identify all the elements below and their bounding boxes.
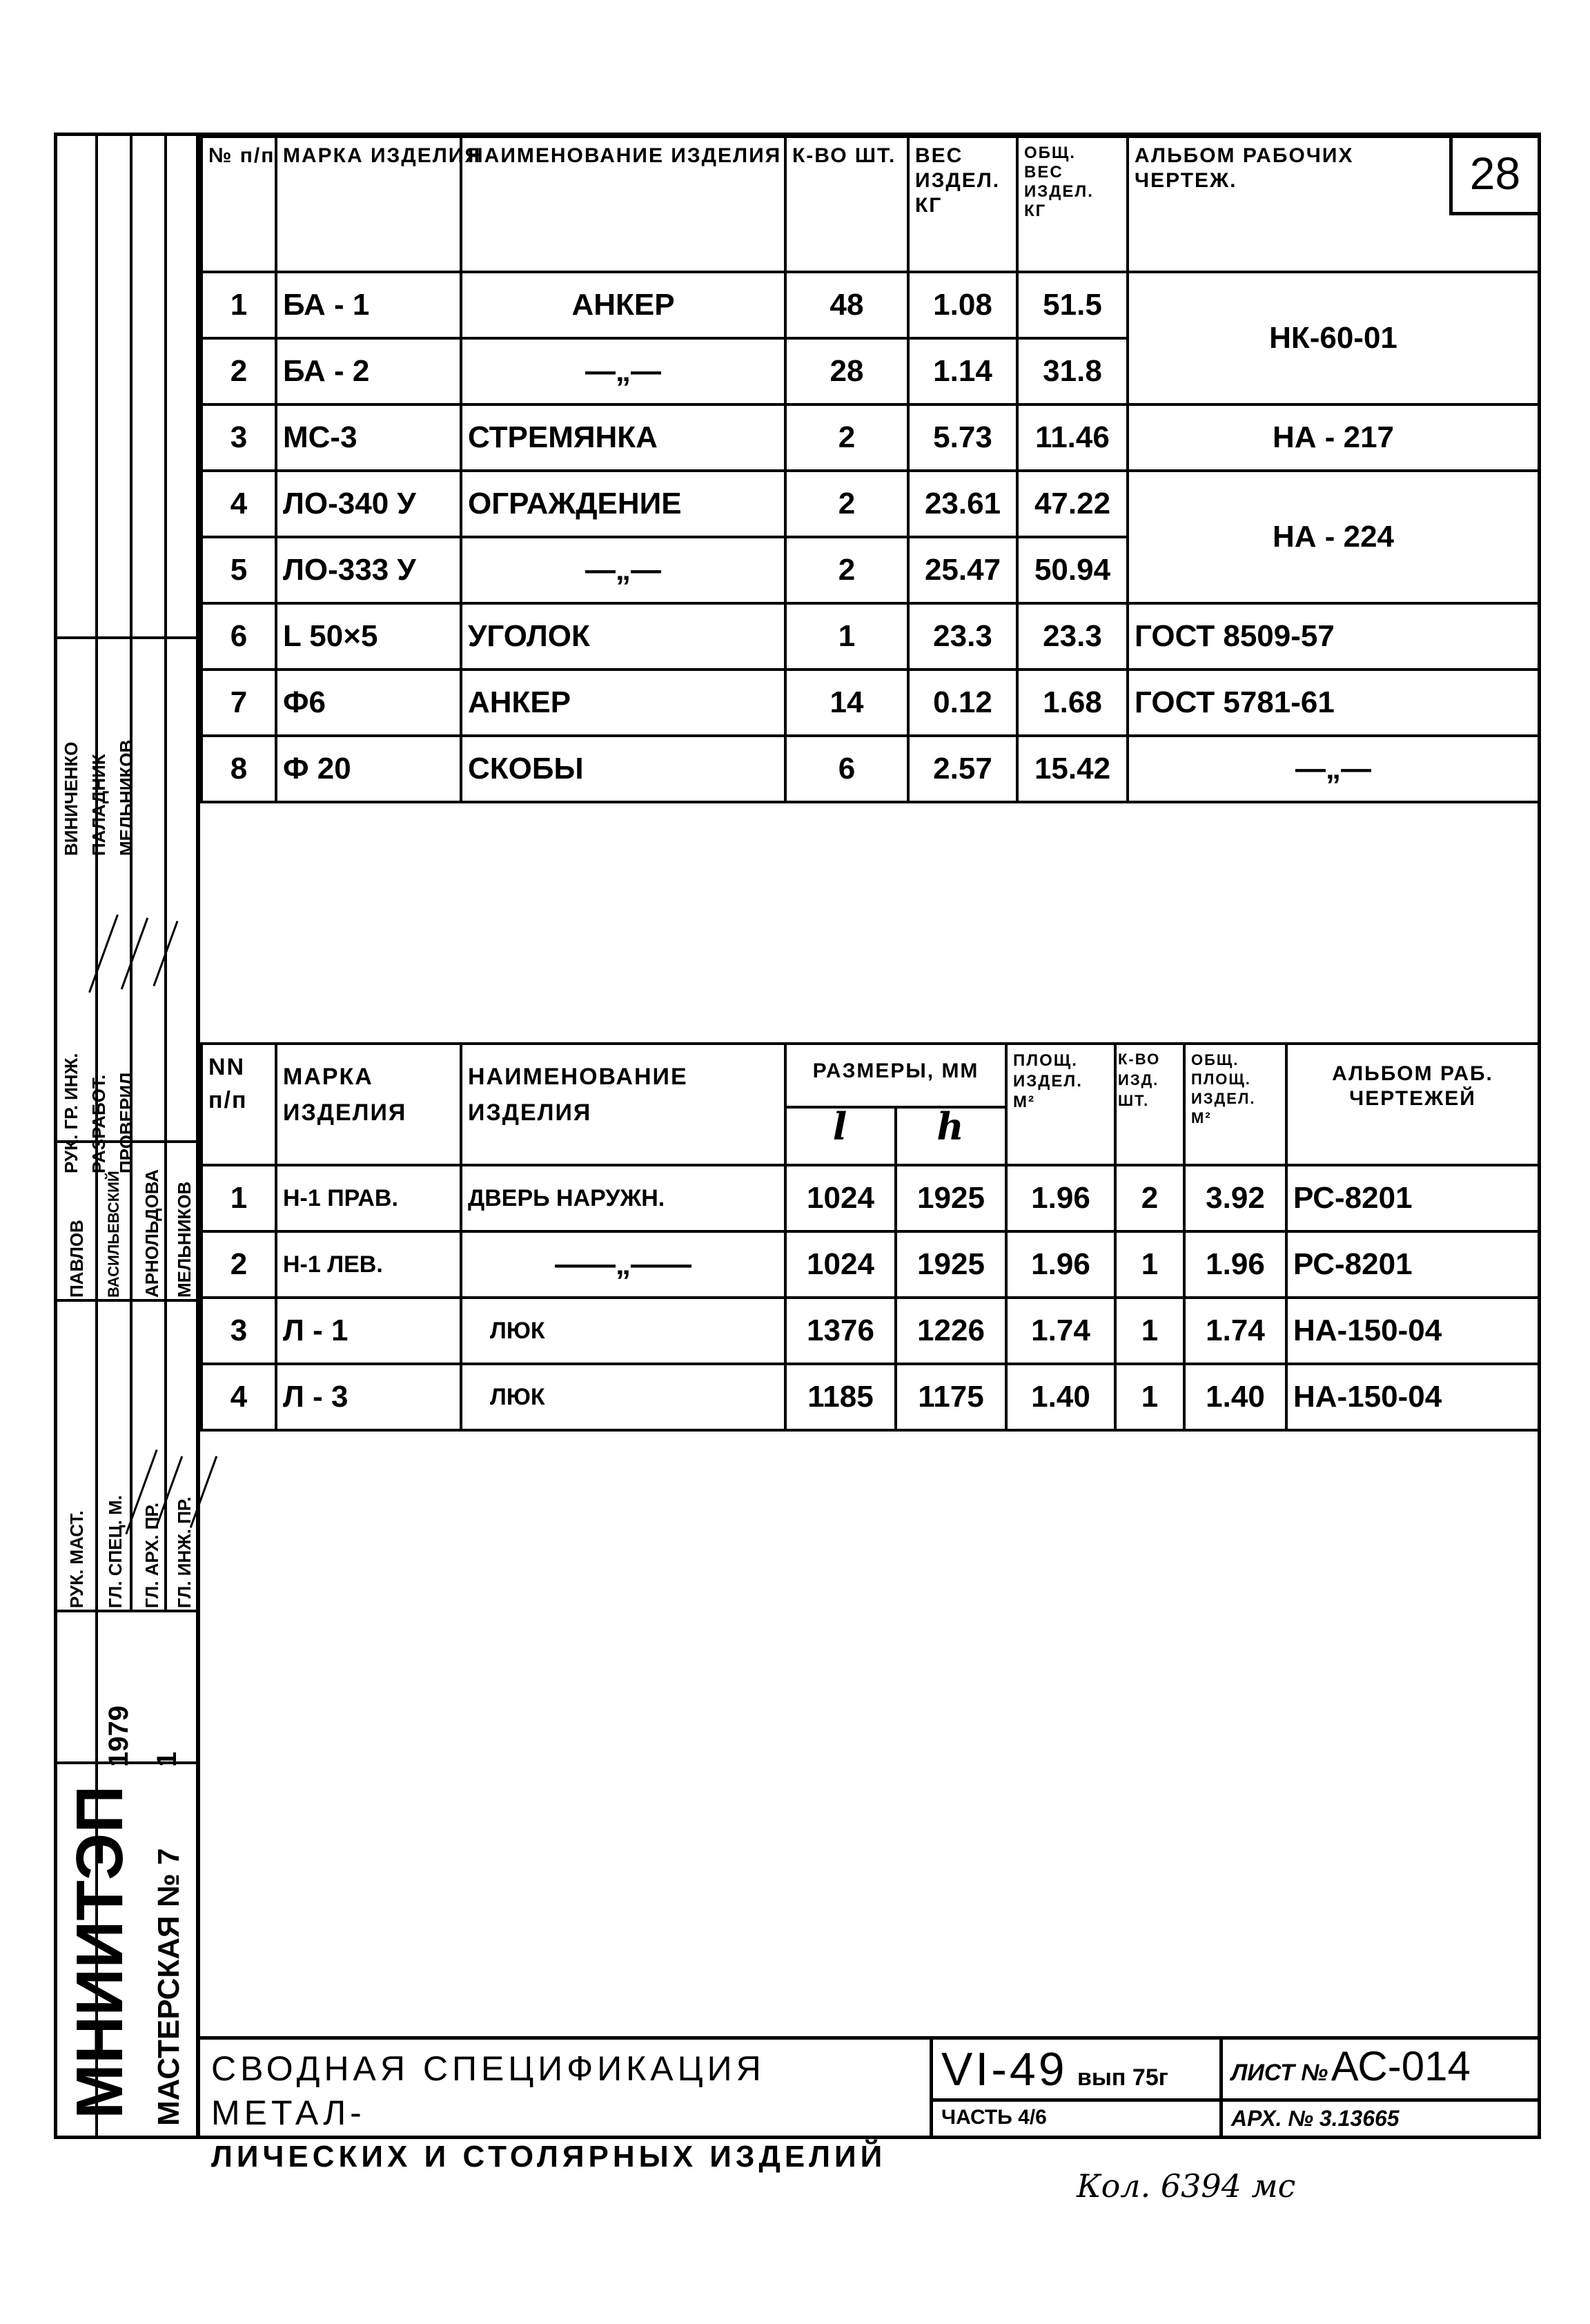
col-header-album: АЛЬБОМ РАБОЧИХ ЧЕРТЕЖ. bbox=[1128, 137, 1539, 272]
metal-items-table bbox=[200, 135, 1540, 803]
archive-number: АРХ. № 3.13665 bbox=[1231, 2106, 1400, 2131]
table-row bbox=[202, 603, 1539, 670]
table-row bbox=[202, 471, 1539, 537]
cell-qty: 1 bbox=[1115, 1231, 1184, 1298]
cell-h: 1925 bbox=[896, 1165, 1006, 1231]
cell-total-weight: 11.46 bbox=[1017, 404, 1128, 471]
cell-album: РС-8201 bbox=[1286, 1165, 1539, 1231]
stamp-name: МЕЛЬНИКОВ bbox=[174, 1181, 195, 1298]
cell-num: 1 bbox=[202, 1165, 276, 1231]
cell-h: 1925 bbox=[896, 1231, 1006, 1298]
cell-mark: Н-1 ПРАВ. bbox=[276, 1165, 461, 1231]
cell-qty: 28 bbox=[785, 338, 908, 404]
stamp-name: ПАЛАДНИК bbox=[88, 754, 109, 856]
cell-l: 1376 bbox=[785, 1298, 896, 1364]
cell-weight: 25.47 bbox=[908, 537, 1017, 603]
col-header-qty: К-ВО ШТ. bbox=[785, 137, 908, 272]
organization-name: МНИИТЭП bbox=[63, 1785, 137, 2119]
stamp-role: РУК. МАСТ. bbox=[66, 1510, 87, 1608]
table-row bbox=[202, 670, 1539, 736]
cell-mark: L 50×5 bbox=[276, 603, 461, 670]
table-header-row bbox=[202, 1044, 1539, 1107]
cell-qty: 1 bbox=[785, 603, 908, 670]
cell-album: ГОСТ 8509-57 bbox=[1128, 603, 1539, 670]
stamp-role: ГЛ. СПЕЦ. М. bbox=[105, 1495, 126, 1608]
cell-num: 2 bbox=[202, 1231, 276, 1298]
cell-weight: 1.08 bbox=[908, 272, 1017, 338]
cell-name: ЛЮК bbox=[461, 1298, 785, 1364]
cell-num: 6 bbox=[202, 603, 276, 670]
cell-weight: 23.3 bbox=[908, 603, 1017, 670]
cell-qty: 2 bbox=[785, 404, 908, 471]
cell-h: 1226 bbox=[896, 1298, 1006, 1364]
cell-weight: 2.57 bbox=[908, 736, 1017, 802]
cell-album: РС-8201 bbox=[1286, 1231, 1539, 1298]
table-row bbox=[202, 1364, 1539, 1430]
title-line-2: ЛИЧЕСКИХ И СТОЛЯРНЫХ ИЗДЕЛИЙ bbox=[211, 2140, 887, 2174]
cell-album: НК-60-01 bbox=[1128, 272, 1539, 404]
cell-name: АНКЕР bbox=[461, 670, 785, 736]
joinery-items-table bbox=[200, 1042, 1540, 1432]
cell-weight: 23.61 bbox=[908, 471, 1017, 537]
stamp-role: РАЗРАБОТ. bbox=[88, 1074, 109, 1173]
cell-h: 1175 bbox=[896, 1364, 1006, 1430]
cell-name: АНКЕР bbox=[461, 272, 785, 338]
cell-mark: ЛО-333 У bbox=[276, 537, 461, 603]
table-row bbox=[202, 1231, 1539, 1298]
col-header-qty: К-ВО ИЗД. ШТ. bbox=[1115, 1044, 1184, 1165]
cell-mark: Ф6 bbox=[276, 670, 461, 736]
cell-num: 4 bbox=[202, 471, 276, 537]
col-header-total-weight: ОБЩ. ВЕС ИЗДЕЛ. КГ bbox=[1017, 137, 1128, 272]
stamp-role: ГЛ. ИНЖ. ПР. bbox=[174, 1496, 195, 1608]
cell-name: —„— bbox=[461, 537, 785, 603]
cell-qty: 1 bbox=[1115, 1364, 1184, 1430]
workshop-name: МАСТЕРСКАЯ № 7 bbox=[152, 1848, 186, 2126]
col-header-total-area: ОБЩ. ПЛОЩ. ИЗДЕЛ. М² bbox=[1184, 1044, 1286, 1165]
cell-name: ——„—— bbox=[461, 1231, 785, 1298]
document-title bbox=[200, 2040, 933, 2174]
stamp-role: ПРОВЕРИЛ bbox=[116, 1072, 137, 1173]
series-cell bbox=[933, 2040, 1223, 2102]
cell-area: 1.40 bbox=[1006, 1364, 1115, 1430]
cell-name: СТРЕМЯНКА bbox=[461, 404, 785, 471]
cell-total-weight: 50.94 bbox=[1017, 537, 1128, 603]
cell-total-weight: 23.3 bbox=[1017, 603, 1128, 670]
cell-album: ГОСТ 5781-61 bbox=[1128, 670, 1539, 736]
stamp-name: ВАСИЛЬЕВСКИЙ bbox=[105, 1171, 122, 1298]
cell-num: 3 bbox=[202, 1298, 276, 1364]
cell-area: 1.96 bbox=[1006, 1231, 1115, 1298]
cell-total-area: 1.40 bbox=[1184, 1364, 1286, 1430]
cell-area: 1.96 bbox=[1006, 1165, 1115, 1231]
cell-name: ОГРАЖДЕНИЕ bbox=[461, 471, 785, 537]
col-header-sizes: РАЗМЕРЫ, ММ bbox=[785, 1044, 1006, 1107]
cell-total-weight: 47.22 bbox=[1017, 471, 1128, 537]
table-row bbox=[202, 1298, 1539, 1364]
cell-area: 1.74 bbox=[1006, 1298, 1115, 1364]
cell-album: НА-150-04 bbox=[1286, 1364, 1539, 1430]
cell-num: 3 bbox=[202, 404, 276, 471]
cell-album: НА - 217 bbox=[1128, 404, 1539, 471]
handwritten-note: Кол. 6394 мс bbox=[1077, 2167, 1296, 2205]
col-header-weight: ВЕС ИЗДЕЛ. КГ bbox=[908, 137, 1017, 272]
cell-mark: Л - 1 bbox=[276, 1298, 461, 1364]
stamp-name: ПАВЛОВ bbox=[66, 1220, 87, 1298]
part-number: ЧАСТЬ 4/6 bbox=[941, 2106, 1047, 2129]
cell-album: НА-150-04 bbox=[1286, 1298, 1539, 1364]
col-header-l: l bbox=[785, 1107, 896, 1165]
cell-name: ДВЕРЬ НАРУЖН. bbox=[461, 1165, 785, 1231]
cell-name: СКОБЫ bbox=[461, 736, 785, 802]
stamp-mark-one: 1 bbox=[152, 1751, 182, 1767]
col-header-h: h bbox=[896, 1107, 1006, 1165]
part-cell bbox=[933, 2102, 1223, 2139]
cell-total-weight: 1.68 bbox=[1017, 670, 1128, 736]
cell-qty: 14 bbox=[785, 670, 908, 736]
col-header-mark: МАРКА ИЗДЕЛИЯ bbox=[276, 137, 461, 272]
cell-mark: БА - 2 bbox=[276, 338, 461, 404]
cell-total-area: 3.92 bbox=[1184, 1165, 1286, 1231]
cell-num: 2 bbox=[202, 338, 276, 404]
cell-l: 1185 bbox=[785, 1364, 896, 1430]
table-row bbox=[202, 736, 1539, 802]
cell-total-area: 1.96 bbox=[1184, 1231, 1286, 1298]
cell-mark: Ф 20 bbox=[276, 736, 461, 802]
cell-l: 1024 bbox=[785, 1165, 896, 1231]
sheet-code-cell bbox=[1223, 2040, 1541, 2102]
cell-name: ЛЮК bbox=[461, 1364, 785, 1430]
cell-weight: 1.14 bbox=[908, 338, 1017, 404]
sheet-label: ЛИСТ № bbox=[1231, 2060, 1328, 2086]
col-header-album: АЛЬБОМ РАБ. ЧЕРТЕЖЕЙ bbox=[1286, 1044, 1539, 1165]
stamp-year: 1979 bbox=[104, 1706, 134, 1767]
table-row bbox=[202, 404, 1539, 471]
col-header-name: НАИМЕНОВАНИЕ ИЗДЕЛИЯ bbox=[461, 1044, 785, 1165]
table-row bbox=[202, 272, 1539, 338]
title-line-1: СВОДНАЯ СПЕЦИФИКАЦИЯ МЕТАЛ- bbox=[211, 2049, 765, 2132]
cell-weight: 5.73 bbox=[908, 404, 1017, 471]
series-number: VI-49 bbox=[941, 2043, 1068, 2096]
cell-l: 1024 bbox=[785, 1231, 896, 1298]
cell-num: 8 bbox=[202, 736, 276, 802]
cell-mark: ЛО-340 У bbox=[276, 471, 461, 537]
table-row bbox=[202, 1165, 1539, 1231]
archive-cell bbox=[1223, 2102, 1541, 2139]
cell-qty: 48 bbox=[785, 272, 908, 338]
col-header-name: НАИМЕНОВАНИЕ ИЗДЕЛИЯ bbox=[461, 137, 785, 272]
cell-album: НА - 224 bbox=[1128, 471, 1539, 603]
cell-qty: 2 bbox=[785, 537, 908, 603]
cell-num: 5 bbox=[202, 537, 276, 603]
stamp-name: АРНОЛЬДОВА bbox=[141, 1169, 162, 1298]
cell-total-weight: 15.42 bbox=[1017, 736, 1128, 802]
cell-album: —„— bbox=[1128, 736, 1539, 802]
cell-num: 4 bbox=[202, 1364, 276, 1430]
cell-weight: 0.12 bbox=[908, 670, 1017, 736]
col-header-area: ПЛОЩ. ИЗДЕЛ. М² bbox=[1006, 1044, 1115, 1165]
cell-qty: 2 bbox=[785, 471, 908, 537]
cell-total-weight: 31.8 bbox=[1017, 338, 1128, 404]
stamp-role: ГЛ. АРХ. ПР. bbox=[141, 1502, 162, 1608]
cell-num: 1 bbox=[202, 272, 276, 338]
cell-mark: МС-3 bbox=[276, 404, 461, 471]
sheet-code: АС-014 bbox=[1331, 2043, 1471, 2089]
cell-qty: 6 bbox=[785, 736, 908, 802]
col-header-mark: МАРКА ИЗДЕЛИЯ bbox=[276, 1044, 461, 1165]
cell-mark: Н-1 ЛЕВ. bbox=[276, 1231, 461, 1298]
col-header-num: № п/п bbox=[202, 137, 276, 272]
issue-number: вып 75г bbox=[1077, 2064, 1168, 2091]
cell-qty: 1 bbox=[1115, 1298, 1184, 1364]
cell-total-weight: 51.5 bbox=[1017, 272, 1128, 338]
title-block bbox=[200, 2036, 1541, 2174]
stamp-name: МЕЛЬНИКОВ bbox=[116, 739, 137, 856]
cell-qty: 2 bbox=[1115, 1165, 1184, 1231]
stamp-name: ВИНИЧЕНКО bbox=[61, 741, 81, 856]
sheet-number: 28 bbox=[1449, 135, 1538, 215]
stamp-role: РУК. ГР. ИНЖ. bbox=[61, 1053, 81, 1173]
cell-name: УГОЛОК bbox=[461, 603, 785, 670]
cell-name: —„— bbox=[461, 338, 785, 404]
col-header-num: NN п/п bbox=[202, 1044, 276, 1165]
cell-mark: Л - 3 bbox=[276, 1364, 461, 1430]
cell-num: 7 bbox=[202, 670, 276, 736]
table-header-row bbox=[202, 137, 1539, 272]
cell-total-area: 1.74 bbox=[1184, 1298, 1286, 1364]
cell-mark: БА - 1 bbox=[276, 272, 461, 338]
